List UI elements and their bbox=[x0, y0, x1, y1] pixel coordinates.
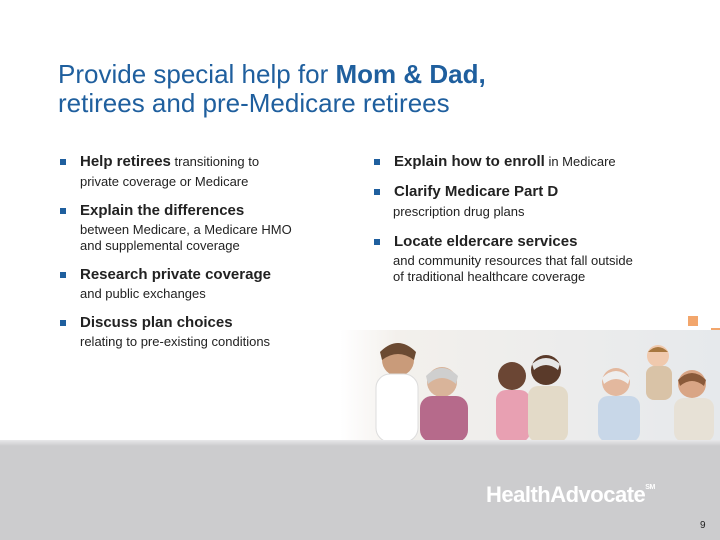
bullet-head: Explain the differences bbox=[80, 202, 245, 219]
bullet-head: Discuss plan choices bbox=[80, 314, 233, 331]
bullet-head: Clarify Medicare Part D bbox=[394, 183, 559, 200]
bullet-inline-note: transitioning to bbox=[170, 154, 260, 169]
page-number: 9 bbox=[700, 520, 706, 531]
bullet-explain-enroll bbox=[374, 153, 616, 171]
bullet-explain-differences bbox=[60, 202, 244, 220]
bullet-square-icon bbox=[60, 272, 66, 278]
bullet-head: Help retirees bbox=[80, 153, 171, 170]
bullet-square-icon bbox=[374, 189, 380, 195]
bullet-discuss-plan-choices bbox=[60, 314, 233, 332]
bullet-square-icon bbox=[374, 159, 380, 165]
title-line1-plain: Provide special help for bbox=[58, 59, 336, 89]
bullet-head: Research private coverage bbox=[80, 266, 271, 283]
seniors-family-photo bbox=[340, 330, 720, 442]
healthadvocate-logo: HealthAdvocate℠ bbox=[486, 482, 655, 507]
bullet-square-icon bbox=[60, 208, 66, 214]
bullet-sub-text: and community resources that fall outside bbox=[393, 253, 633, 268]
bullet-inline-note: in Medicare bbox=[544, 154, 616, 169]
bullet-sub-text: and public exchanges bbox=[80, 286, 206, 301]
accent-square bbox=[688, 316, 698, 326]
bullet-help-retirees bbox=[60, 153, 259, 171]
bullet-sub-text: relating to pre-existing conditions bbox=[80, 334, 271, 349]
title-line1-bold: Mom & Dad, bbox=[335, 59, 486, 89]
bullet-head: Locate eldercare services bbox=[394, 233, 578, 250]
bullet-sub-text: between Medicare, a Medicare HMO bbox=[80, 222, 292, 237]
bullet-sub-text: and supplemental coverage bbox=[80, 238, 240, 253]
bullet-sub-text: prescription drug plans bbox=[393, 204, 525, 219]
bullet-square-icon bbox=[60, 320, 66, 326]
bullet-square-icon bbox=[374, 239, 380, 245]
bullet-head: Explain how to enroll bbox=[394, 153, 545, 170]
bullet-clarify-part-d bbox=[374, 183, 558, 201]
slide-title bbox=[58, 60, 618, 118]
bullet-square-icon bbox=[60, 159, 66, 165]
bullet-locate-eldercare bbox=[374, 233, 577, 251]
title-line2: retirees and pre-Medicare retirees bbox=[58, 88, 450, 118]
bullet-research-private-coverage bbox=[60, 266, 271, 284]
bullet-sub-text: private coverage or Medicare bbox=[80, 174, 249, 189]
bullet-sub-text: of traditional healthcare coverage bbox=[393, 269, 586, 284]
